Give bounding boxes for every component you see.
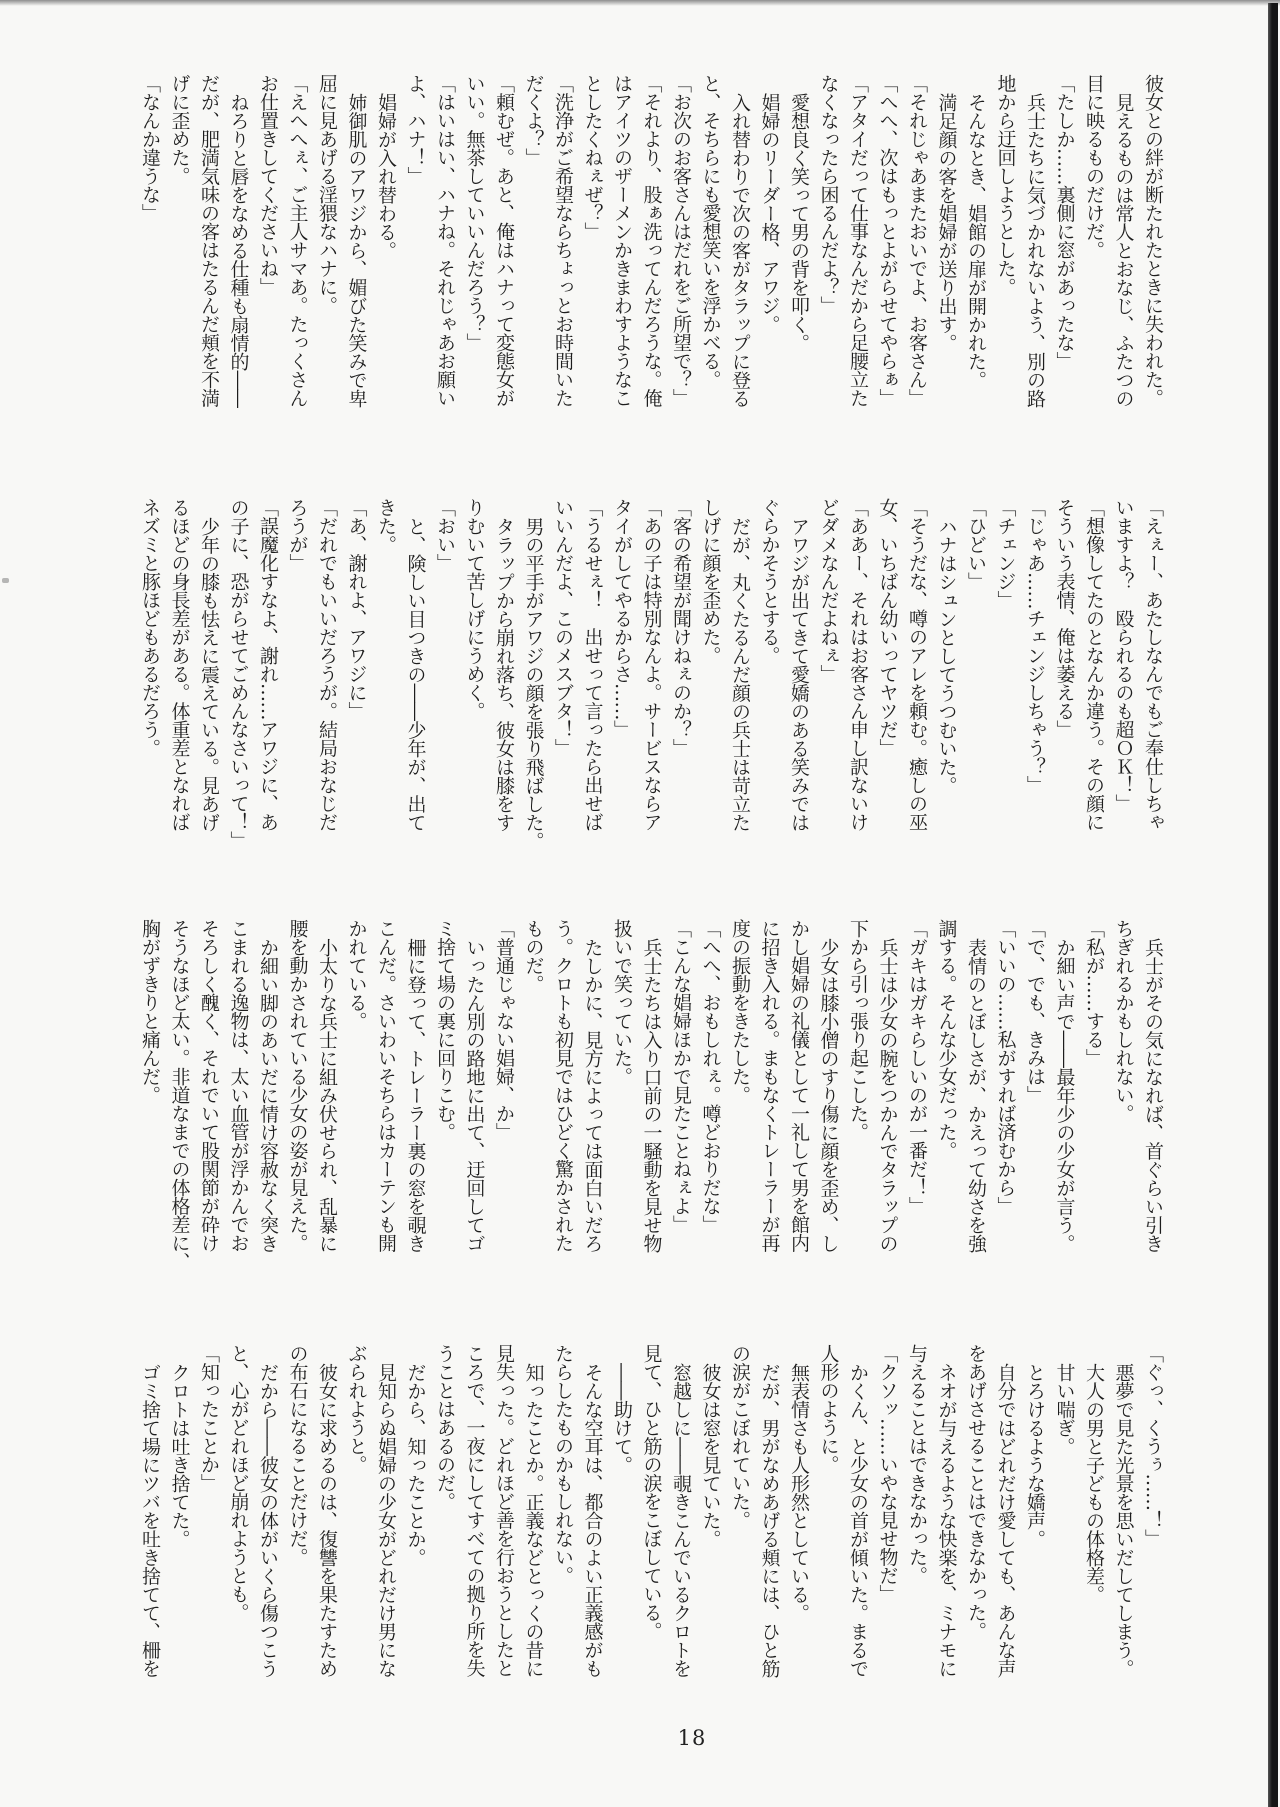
text-line: どダメなんだよねぇ」 bbox=[817, 498, 840, 683]
text-line: りむいて苦しげにうめく。 bbox=[463, 498, 486, 720]
text-line: う。クロトも初見ではひどく驚かされた bbox=[552, 919, 574, 1252]
text-line: 大人の男と子どもの体格差。 bbox=[1083, 1363, 1105, 1604]
text-line: 「あ、謝れよ、アワジに」 bbox=[345, 498, 368, 720]
text-line: 娼婦が入れ替わる。 bbox=[375, 93, 397, 260]
text-band-1 bbox=[134, 74, 1167, 428]
text-line: ものだ。 bbox=[522, 919, 545, 993]
text-line: 「誤魔化すなよ、謝れ……アワジに、あ bbox=[257, 498, 279, 831]
text-line: 「想像してたのとなんか違う。その顔に bbox=[1083, 498, 1105, 831]
text-line: 「知ったことか」 bbox=[198, 1344, 220, 1492]
text-line: 「ぐっ、くうぅ……！」 bbox=[1142, 1344, 1164, 1548]
text-line: ろうが」 bbox=[286, 498, 309, 572]
text-line: ころで、一夜にしてすべての拠り所を失 bbox=[463, 1344, 486, 1677]
text-line: 満足顔の客を娼婦が送り出す。 bbox=[935, 93, 958, 352]
text-line: 無表情さも人形然としている。 bbox=[788, 1363, 810, 1622]
text-line: 悪夢で見た光景を思いだしてしまう。 bbox=[1112, 1363, 1135, 1678]
text-line: 小太りな兵士に組み伏せられ、乱暴に bbox=[316, 938, 338, 1253]
text-line: 見失った。どれほど善を行おうとしたと bbox=[493, 1344, 515, 1677]
text-line: 彼女との絆が断たれたときに失われた。 bbox=[1142, 74, 1164, 407]
text-line: ちぎれるかもしれない。 bbox=[1112, 919, 1135, 1123]
text-band-4 bbox=[134, 1344, 1167, 1698]
text-line: 「うるせぇ！ 出せって言ったら出せば bbox=[581, 498, 604, 831]
text-line: そんなとき、娼館の扉が開かれた。 bbox=[965, 93, 987, 389]
text-line: ねろりと唇をなめる仕種も扇情的―― bbox=[227, 93, 250, 408]
text-line: 地から迂回しようとした。 bbox=[994, 74, 1017, 296]
text-line: 見えるものは常人とおなじ、ふたつの bbox=[1112, 93, 1135, 408]
text-line: 入れ替わりで次の客がタラップに登る bbox=[729, 93, 751, 408]
text-line: 「ああー、それはお客さん申し訳ないけ bbox=[847, 498, 869, 831]
text-line: こんだ。さいわいそちらはカーテンも開 bbox=[375, 919, 397, 1252]
text-line: ぶられようと。 bbox=[345, 1344, 368, 1474]
text-line: いい。無茶していいんだろう？」 bbox=[463, 74, 486, 352]
text-line: なくなったら困るんだよ？」 bbox=[817, 74, 840, 315]
text-line: 「こんな娼婦ほかで見たことねぇよ」 bbox=[670, 919, 692, 1234]
text-line: の子に、恐がらせてごめんなさいって！」 bbox=[227, 498, 250, 850]
text-line: 「客の希望が聞けねぇのか？」 bbox=[670, 498, 692, 757]
text-line: 見知らぬ娼婦の少女がどれだけ男にな bbox=[375, 1363, 397, 1678]
text-line: ネズミと豚ほどもあるだろう。 bbox=[139, 498, 161, 757]
text-line: 少女は膝小僧のすり傷に顔を歪め、し bbox=[817, 938, 840, 1253]
scan-edge-top bbox=[0, 0, 1280, 6]
text-line: 「お次のお客さんはだれをご所望で？」 bbox=[670, 74, 692, 407]
text-line: こまれる逸物は、太い血管が浮かんでお bbox=[227, 919, 250, 1252]
text-line: 「クソッ……いやな見せ物だ」 bbox=[876, 1344, 899, 1603]
text-line: 娼婦のリーダー格、アワジ。 bbox=[758, 93, 781, 334]
text-line: 「で、でも、きみは」 bbox=[1024, 919, 1046, 1104]
text-line: 「洗浄がご希望ならちょっとお時間いた bbox=[552, 74, 574, 407]
text-line: ――助けて。 bbox=[611, 1363, 633, 1474]
text-line: 兵士たちは入り口前の一騒動を見せ物 bbox=[640, 938, 663, 1253]
text-band-2 bbox=[134, 498, 1167, 852]
text-line: 姉御肌のアワジから、媚びた笑みで卑 bbox=[345, 93, 368, 408]
text-line: 屈に見あげる淫猥なハナに。 bbox=[316, 74, 338, 315]
text-line: 兵士は少女の腕をつかんでタラップの bbox=[876, 938, 899, 1253]
text-line: お仕置きしてくださいね」 bbox=[257, 74, 279, 296]
text-line: だから――彼女の体がいくら傷つこう bbox=[257, 1363, 279, 1678]
page-number: 18 bbox=[677, 1726, 707, 1750]
text-line: 「アタイだって仕事なんだから足腰立た bbox=[847, 74, 869, 407]
text-line: そろしく醜く、それでいて股関節が砕け bbox=[198, 919, 220, 1252]
text-line: 甘い喘ぎ。 bbox=[1053, 1363, 1076, 1456]
text-line: しげに顔を歪めた。 bbox=[699, 498, 722, 665]
text-line: 「チェンジ」 bbox=[994, 498, 1017, 609]
text-line: そういう表情、俺は萎える」 bbox=[1053, 498, 1076, 739]
text-line: うことはあるのだ。 bbox=[434, 1344, 456, 1511]
text-line: 「そうだな、噂のアレを頼む。癒しの巫 bbox=[906, 498, 928, 831]
text-line: 「ガキはガキらしいのが一番だ！」 bbox=[906, 919, 928, 1215]
text-line: いいんだよ、このメスブタ！」 bbox=[552, 498, 574, 757]
text-line: タラップから崩れ落ち、彼女は膝をす bbox=[493, 517, 515, 832]
text-line: 窓越しに――覗きこんでいるクロトを bbox=[670, 1363, 692, 1678]
text-line: 「それより、股ぁ洗ってんだろうな。俺 bbox=[640, 74, 663, 407]
text-line: たらしたものかもしれない。 bbox=[552, 1344, 574, 1585]
text-line: か細い脚のあいだに情け容赦なく突き bbox=[257, 938, 279, 1253]
text-line: アワジが出てきて愛嬌のある笑みでは bbox=[788, 517, 810, 832]
text-line: をあげさせることはできなかった。 bbox=[965, 1344, 987, 1640]
text-line: クロトは吐き捨てた。 bbox=[168, 1363, 191, 1548]
text-line: 兵士がその気になれば、首ぐらい引き bbox=[1142, 938, 1164, 1253]
text-line: と、そちらにも愛想笑いを浮かべる。 bbox=[699, 74, 722, 389]
text-line: とろけるような嬌声。 bbox=[1024, 1363, 1046, 1548]
text-line: かれている。 bbox=[345, 919, 368, 1030]
text-line: 見て、ひと筋の涙をこぼしている。 bbox=[640, 1344, 663, 1640]
text-line: 「じゃあ……チェンジしちゃう？」 bbox=[1024, 498, 1046, 794]
text-line: ミ捨て場の裏に回りこむ。 bbox=[434, 919, 456, 1141]
text-line: きた。 bbox=[375, 498, 397, 554]
text-line: 「ひどい」 bbox=[965, 498, 987, 591]
text-line: 柵に登って、トレーラー裏の窓を覗き bbox=[404, 938, 427, 1253]
text-line: 度の振動をきたした。 bbox=[729, 919, 751, 1104]
text-line: だが、男がなめあげる頬には、ひと筋 bbox=[758, 1363, 781, 1678]
text-line: 「へへ、次はもっとよがらせてやらぁ」 bbox=[876, 74, 899, 407]
text-line: だから、知ったことか。 bbox=[404, 1363, 427, 1567]
text-line: ぐらかそうとする。 bbox=[758, 498, 781, 665]
scan-edge-right bbox=[1268, 3, 1278, 1807]
text-line: よ、ハナ！」 bbox=[404, 74, 427, 185]
text-line: 「それじゃあまたおいでよ、お客さん」 bbox=[906, 74, 928, 407]
text-line: ハナはシュンとしてうつむいた。 bbox=[935, 517, 958, 795]
text-line: げに歪めた。 bbox=[168, 74, 191, 185]
text-line: いったん別の路地に出て、迂回してゴ bbox=[463, 938, 486, 1253]
text-line: かし娼婦の礼儀として一礼して男を館内 bbox=[788, 919, 810, 1252]
text-line: いますよ？ 殴られるのも超ＯＫ！」 bbox=[1112, 498, 1135, 813]
text-line: 表情のとぼしさが、かえって幼さを強 bbox=[965, 938, 987, 1253]
text-line: の布石になることだけだ。 bbox=[286, 1344, 309, 1566]
text-line: 「普通じゃない娼婦、か」 bbox=[493, 919, 515, 1141]
text-line: 「おい」 bbox=[434, 498, 456, 572]
text-line: 「頼むぜ。あと、俺はハナって変態女が bbox=[493, 74, 515, 407]
text-line: ネオが与えるような快楽を、ミナモに bbox=[935, 1363, 958, 1678]
text-line: の涙がこぼれていた。 bbox=[729, 1344, 751, 1529]
text-line: 「たしか……裏側に窓があったな」 bbox=[1053, 74, 1076, 370]
text-line: そんな空耳は、都合のよい正義感がも bbox=[581, 1363, 604, 1678]
text-line: 知ったことか。正義などとっくの昔に bbox=[522, 1363, 545, 1678]
text-line: 男の平手がアワジの顔を張り飛ばした。 bbox=[522, 517, 545, 850]
text-line: 「あの子は特別なんよ。サービスならア bbox=[640, 498, 663, 831]
text-line: 与えることはできなかった。 bbox=[906, 1344, 928, 1585]
text-line: 調する。そんな少女だった。 bbox=[935, 919, 958, 1160]
text-line: 「えへへぇ、ご主人サマあ。たっくさん bbox=[286, 74, 309, 407]
text-line: 兵士たちに気づかれないよう、別の路 bbox=[1024, 93, 1046, 408]
text-line: か細い声で――最年少の少女が言う。 bbox=[1053, 938, 1076, 1253]
text-line: 「私が……する」 bbox=[1083, 919, 1105, 1067]
text-line: に招き入れる。まもなくトレーラーが再 bbox=[758, 919, 781, 1252]
text-line: かくん、と少女の首が傾いた。まるで bbox=[847, 1363, 869, 1678]
text-line: 「なんか違うな」 bbox=[139, 74, 161, 222]
text-line: 「へへ、おもしれぇ。噂どおりだな」 bbox=[699, 919, 722, 1234]
text-line: 目に映るものだけだ。 bbox=[1083, 74, 1105, 259]
text-line: タイがしてやるからさ……」 bbox=[611, 498, 633, 739]
text-line: だくよ？」 bbox=[522, 74, 545, 167]
text-line: 「えぇー、あたしなんでもご奉仕しちゃ bbox=[1142, 498, 1164, 831]
text-line: 下から引っ張り起こした。 bbox=[847, 919, 869, 1141]
text-line: 胸がずきりと痛んだ。 bbox=[139, 919, 161, 1104]
text-line: 腰を動かされている少女の姿が見えた。 bbox=[286, 919, 309, 1252]
text-line: ゴミ捨て場にツバを吐き捨てて、柵を bbox=[139, 1363, 161, 1678]
scan-speck bbox=[2, 578, 9, 583]
text-line: と、心がどれほど崩れようとも。 bbox=[227, 1344, 250, 1622]
text-line: 女、いちばん幼いってヤツだ」 bbox=[876, 498, 899, 757]
text-line: だが、肥満気味の客はたるんだ頬を不満 bbox=[198, 74, 220, 407]
text-line: 少年の膝も怯えに震えている。見あげ bbox=[198, 517, 220, 832]
text-line: だが、丸くたるんだ顔の兵士は苛立た bbox=[729, 517, 751, 832]
text-line: 愛想良く笑って男の背を叩く。 bbox=[788, 93, 810, 352]
text-line: としたくねぇぜ？」 bbox=[581, 74, 604, 241]
text-line: たしかに、見方によっては面白いだろ bbox=[581, 938, 604, 1253]
text-line: と、険しい目つきの――少年が、出て bbox=[404, 517, 427, 832]
text-line: 自分ではどれだけ愛しても、あんな声 bbox=[994, 1363, 1017, 1678]
text-band-3 bbox=[134, 919, 1167, 1273]
text-line: 人形のように。 bbox=[817, 1344, 840, 1474]
text-line: はアイツのザーメンかきまわすようなこ bbox=[611, 74, 633, 407]
text-line: 扱いで笑っていた。 bbox=[611, 919, 633, 1086]
text-line: 「いいの……私がすれば済むから」 bbox=[994, 919, 1017, 1215]
text-line: 「だれでもいいだろうが。結局おなじだ bbox=[316, 498, 338, 831]
text-line: 彼女に求めるのは、復讐を果たすため bbox=[316, 1363, 338, 1678]
text-line: るほどの身長差がある。体重差となれば bbox=[168, 498, 191, 831]
text-line: 彼女は窓を見ていた。 bbox=[699, 1363, 722, 1548]
text-line: そうなほど太い。非道なまでの体格差に、 bbox=[168, 919, 191, 1271]
text-line: 「はいはい、ハナね。それじゃあお願い bbox=[434, 74, 456, 407]
